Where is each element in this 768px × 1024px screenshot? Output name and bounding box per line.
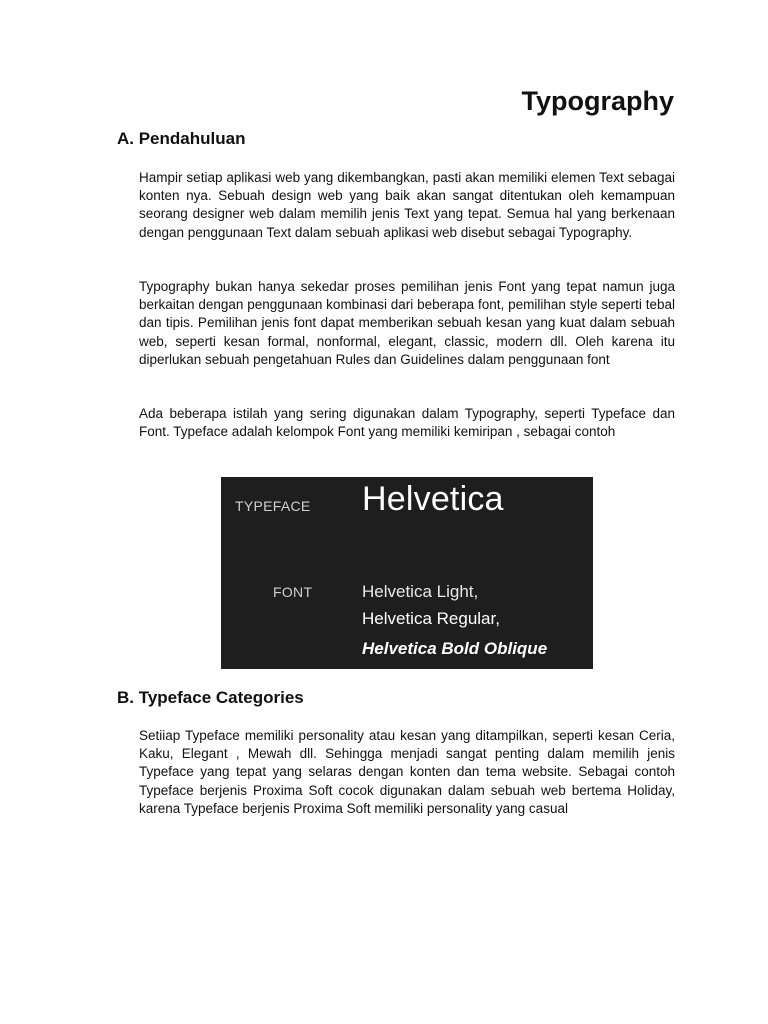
typeface-example-figure [221, 477, 593, 669]
document-title: Typography [521, 86, 674, 116]
section-heading-pendahuluan: A. Pendahuluan [117, 129, 246, 148]
font-label: FONT [273, 584, 313, 600]
typeface-label: TYPEFACE [235, 498, 311, 514]
section-heading-typeface-categories: B. Typeface Categories [117, 688, 304, 707]
font-variant-regular: Helvetica Regular, [362, 609, 500, 628]
paragraph: Setiiap Typeface memiliki personality atau kesan yang ditampilkan, seperti kesan Ceria, Kaku, Elegant , Mewah dll. Sehingga menjadi sangat penting dalam memilih jenis Typeface yang tepat yang selaras dengan konten dan tema website. Sebagai contoh Typeface berjenis Proxima Soft cocok digunakan dalam sebuah web bertema Holiday, karena Typeface berjenis Proxima Soft memiliki personality yang casual [139, 728, 675, 816]
paragraph: Typography bukan hanya sekedar proses pemilihan jenis Font yang tepat namun juga berkaitan dengan penggunaan kombinasi dari beberapa font, pemilihan style seperti tebal dan tipis. Pemilihan jenis font dapat memberikan sebuah kesan yang kuat dalam sebuah web, seperti kesan formal, nonformal, elegant, classic, modern dll. Oleh karena itu diperlukan sebuah pengetahuan Rules dan Guidelines dalam penggunaan font [139, 279, 675, 367]
paragraph: Hampir setiap aplikasi web yang dikembangkan, pasti akan memiliki elemen Text sebagai konten nya. Sebuah design web yang baik akan sangat ditentukan oleh kemampuan seorang designer web dalam memilih jenis Text yang tepat. Semua hal yang berkenaan dengan penggunaan Text dalam sebuah aplikasi web disebut sebagai Typography. [139, 170, 675, 240]
typeface-name: Helvetica [362, 480, 504, 518]
font-variant-bold-oblique: Helvetica Bold Oblique [362, 639, 548, 658]
font-variant-light: Helvetica Light, [362, 582, 479, 601]
paragraph: Ada beberapa istilah yang sering digunakan dalam Typography, seperti Typeface dan Font. Typeface adalah kelompok Font yang memiliki kemiripan , sebagai contoh [139, 406, 675, 440]
